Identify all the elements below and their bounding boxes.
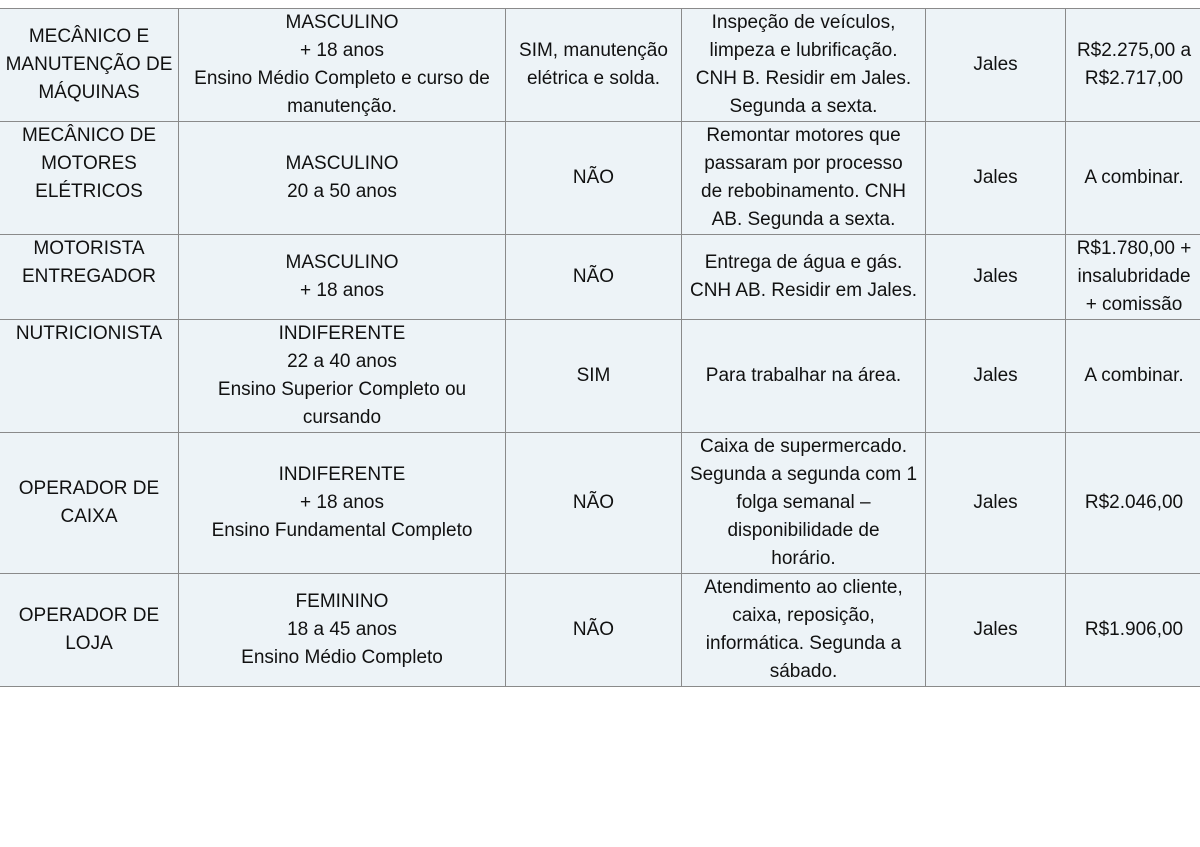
cell-experience: NÃO <box>506 574 682 687</box>
cell-requirements: Remontar motores que passaram por processo de rebobinamento. CNH AB. Segunda a sexta. <box>682 122 926 235</box>
cell-experience: NÃO <box>506 235 682 320</box>
table-row <box>0 9 1200 122</box>
cell-salary: A combinar. <box>1066 320 1200 433</box>
table-row <box>0 433 1200 574</box>
cell-profile: INDIFERENTE 22 a 40 anos Ensino Superior Completo ou cursando <box>179 320 506 433</box>
cell-profile: MASCULINO + 18 anos <box>179 235 506 320</box>
table-row <box>0 320 1200 433</box>
cell-job-title: MECÂNICO DE MOTORES ELÉTRICOS <box>0 122 179 235</box>
cell-salary: R$1.906,00 <box>1066 574 1200 687</box>
cell-salary: A combinar. <box>1066 122 1200 235</box>
cell-city: Jales <box>926 320 1066 433</box>
cell-profile: INDIFERENTE + 18 anos Ensino Fundamental Completo <box>179 433 506 574</box>
cell-requirements: Caixa de supermercado. Segunda a segunda com 1 folga semanal – disponibilidade de horário. <box>682 433 926 574</box>
cell-experience: NÃO <box>506 122 682 235</box>
cell-requirements: Atendimento ao cliente, caixa, reposição, informática. Segunda a sábado. <box>682 574 926 687</box>
cell-experience: NÃO <box>506 433 682 574</box>
cell-city: Jales <box>926 433 1066 574</box>
cell-requirements: Para trabalhar na área. <box>682 320 926 433</box>
job-openings-table <box>0 8 1200 687</box>
cell-job-title: NUTRICIONISTA <box>0 320 179 433</box>
cell-profile: FEMININO 18 a 45 anos Ensino Médio Completo <box>179 574 506 687</box>
cell-salary: R$2.275,00 a R$2.717,00 <box>1066 9 1200 122</box>
cell-profile: MASCULINO 20 a 50 anos <box>179 122 506 235</box>
table-row <box>0 235 1200 320</box>
cell-salary: R$2.046,00 <box>1066 433 1200 574</box>
table-row <box>0 574 1200 687</box>
cell-city: Jales <box>926 235 1066 320</box>
cell-requirements: Inspeção de veículos, limpeza e lubrificação. CNH B. Residir em Jales. Segunda a sexta. <box>682 9 926 122</box>
cell-job-title: OPERADOR DE CAIXA <box>0 433 179 574</box>
cell-job-title: OPERADOR DE LOJA <box>0 574 179 687</box>
cell-city: Jales <box>926 574 1066 687</box>
table-row <box>0 122 1200 235</box>
cell-job-title: MOTORISTA ENTREGADOR <box>0 235 179 320</box>
cell-requirements: Entrega de água e gás. CNH AB. Residir em Jales. <box>682 235 926 320</box>
cell-salary: R$1.780,00 + insalubridade + comissão <box>1066 235 1200 320</box>
cell-experience: SIM <box>506 320 682 433</box>
cell-profile: MASCULINO + 18 anos Ensino Médio Completo e curso de manutenção. <box>179 9 506 122</box>
cell-city: Jales <box>926 122 1066 235</box>
cell-experience: SIM, manutenção elétrica e solda. <box>506 9 682 122</box>
cell-job-title: MECÂNICO E MANUTENÇÃO DE MÁQUINAS <box>0 9 179 122</box>
cell-city: Jales <box>926 9 1066 122</box>
